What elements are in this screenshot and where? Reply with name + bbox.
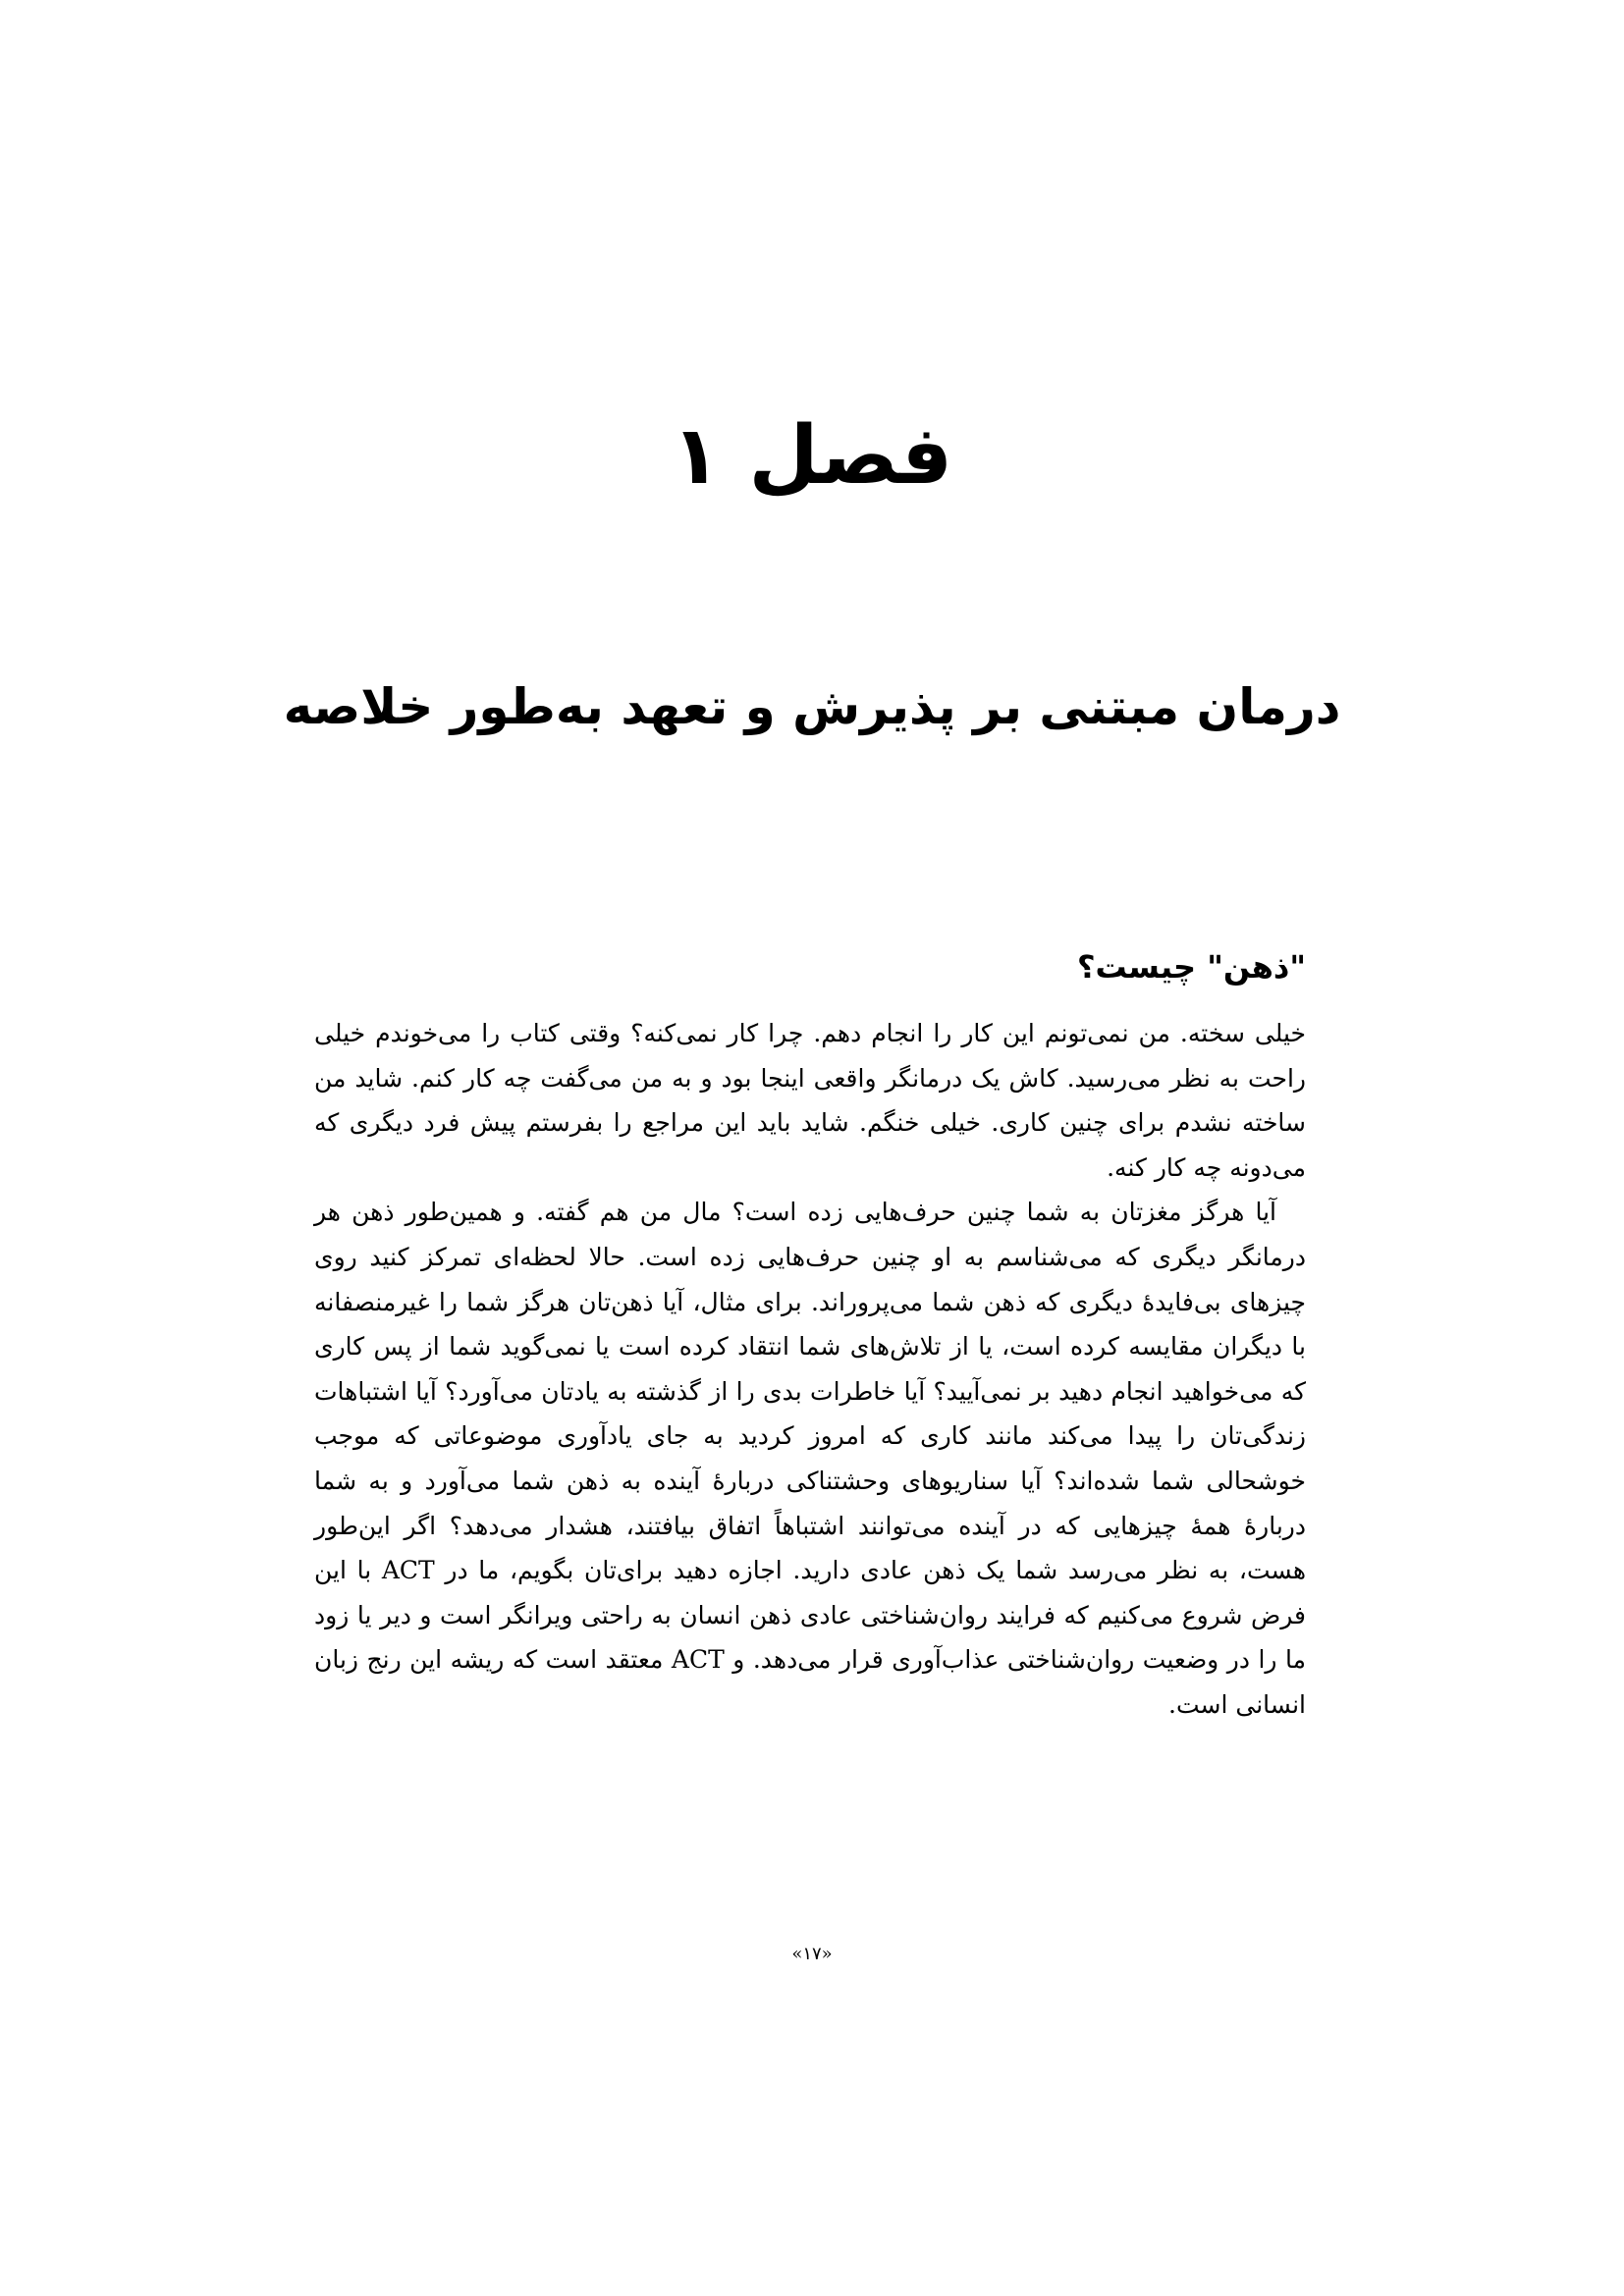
body-text xyxy=(314,1011,1306,1728)
page-number: «۱۷» xyxy=(791,1944,833,1964)
paragraph-2: آیا هرگز مغزتان به شما چنین حرف‌هایی زده است؟ مال من هم گفته. و همین‌طور ذهن هر درمانگر دیگری که می‌شناسم به او چنین حرف‌هایی زده است. حالا لحظه‌ای تمرکز کنید روی چیزهای بی‌فایدهٔ دیگری که ذهن شما می‌پروراند. برای مثال، آیا ذهن‌تان هرگز شما را غیرمنصفانه با دیگران مقایسه کرده است، یا از تلاش‌های شما انتقاد کرده است یا نمی‌گوید شما از پس کاری که می‌خواهید انجام دهید بر نمی‌آیید؟ آیا خاطرات بدی را از گذشته به یادتان می‌آورد؟ آیا اشتباهات زندگی‌تان را پیدا می‌کند مانند کاری که امروز کردید به جای یادآوری موضوعاتی که موجب خوشحالی شما شده‌اند؟ آیا سناریوهای وحشتناکی دربارهٔ آینده به ذهن شما می‌آورد و به شما دربارهٔ همهٔ چیزهایی که در آینده می‌توانند اشتباهاً اتفاق بیافتند، هشدار می‌دهد؟ اگر این‌طور هست، به نظر می‌رسد شما یک ذهن عادی دارید. اجازه دهید برای‌تان بگویم، ما در ACT با این فرض شروع می‌کنیم که فرایند روان‌شناختی عادی ذهن انسان به راحتی ویرانگر است و دیر یا زود ما را در وضعیت روان‌شناختی عذاب‌آوری قرار می‌دهد. و ACT معتقد است که ریشه این رنج زبان انسانی است. xyxy=(314,1198,1307,1719)
section-heading: "ذهن" چیست؟ xyxy=(1076,948,1306,986)
paragraph-1: خیلی سخته. من نمی‌تونم این کار را انجام دهم. چرا کار نمی‌کنه؟ وقتی کتاب را می‌خوندم خیلی راحت به نظر می‌رسید. کاش یک درمانگر واقعی اینجا بود و به من می‌گفت چه کار کنم. شاید من ساخته نشدم برای چنین کاری. خیلی خنگم. شاید باید این مراجع را بفرستم پیش فرد دیگری که می‌دونه چه کار کنه. xyxy=(314,1019,1306,1182)
chapter-number: فصل ۱ xyxy=(671,409,953,503)
chapter-title: درمان مبتنی بر پذیرش و تعهد به‌طور خلاصه xyxy=(283,678,1341,735)
